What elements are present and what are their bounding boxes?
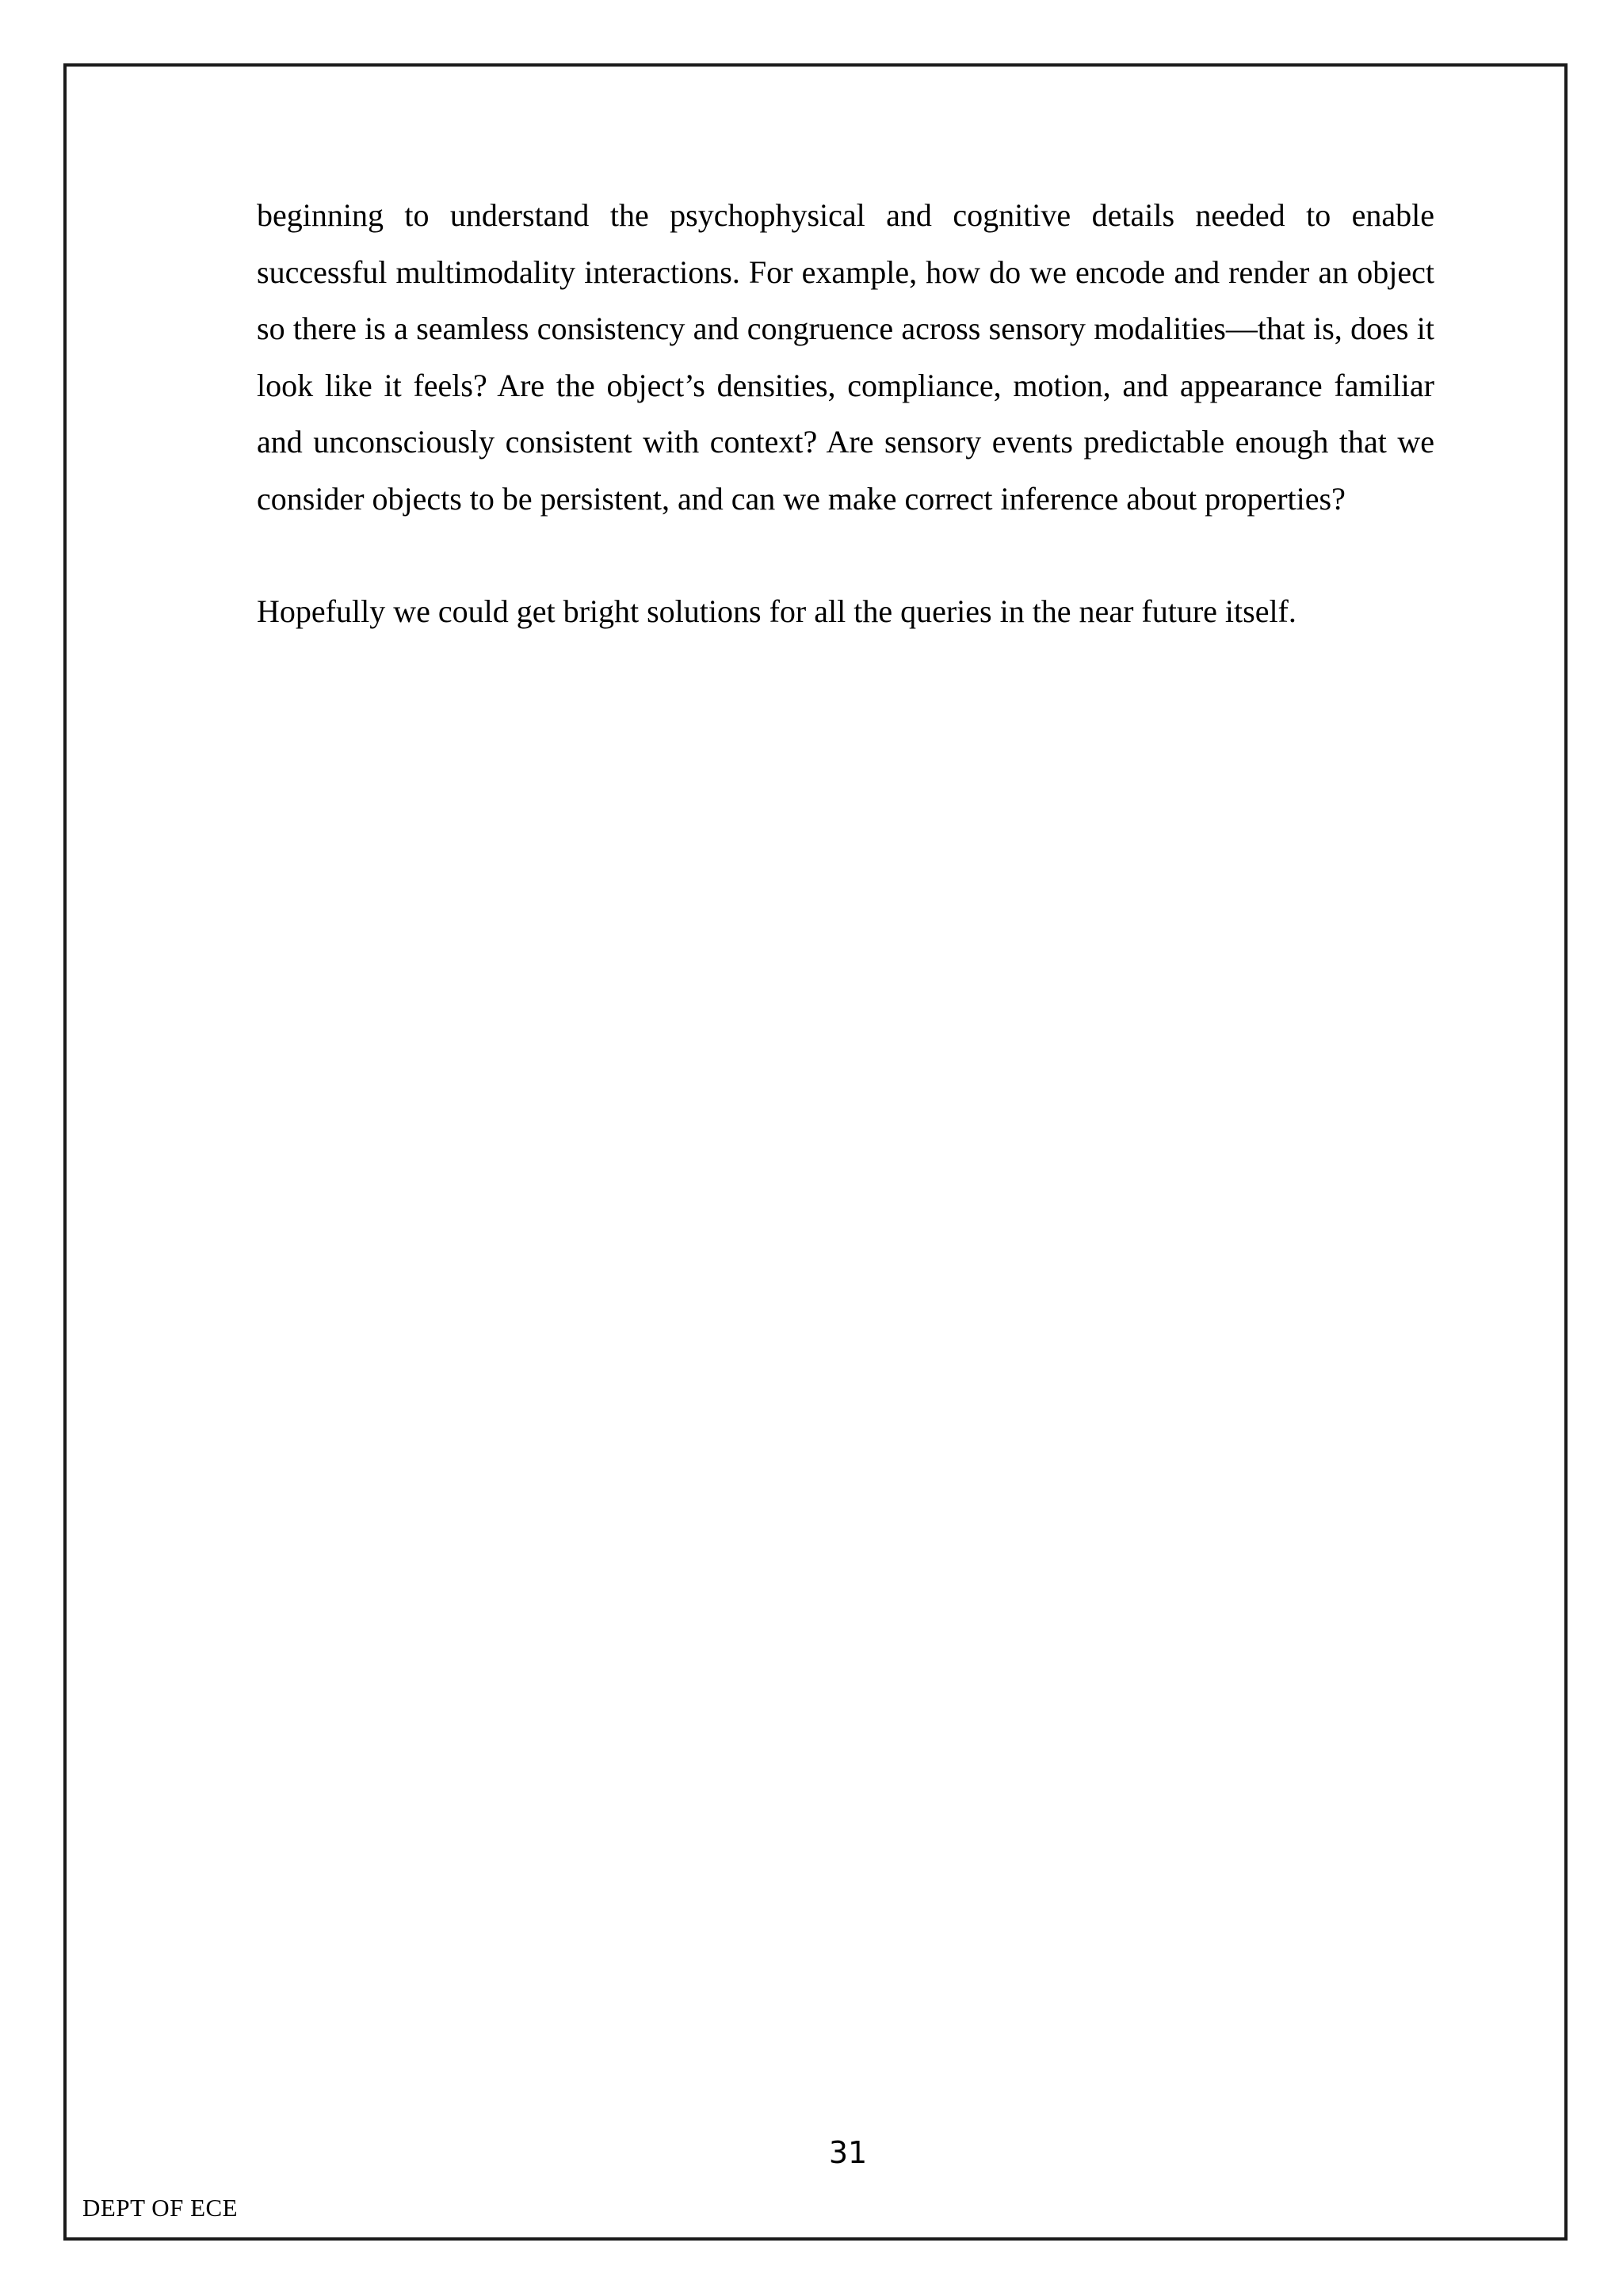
footer-department: DEPT OF ECE	[82, 2194, 239, 2222]
paragraph-gap	[257, 527, 1434, 583]
paragraph-1: beginning to understand the psychophysical and cognitive details needed to enable successful multimodality interactions. For example, how do we encode and render an object so there is a seamless consistency and congruence across sensory modalities—that is, does it look like it feels? Are the object’s densities, compliance, motion, and appearance familiar and unconsciously consistent with context? Are sensory events predictable enough that we consider objects to be persistent, and can we make correct inference about properties?	[257, 197, 1434, 517]
paragraph-2: Hopefully we could get bright solutions for all the queries in the near future itself.	[257, 593, 1296, 629]
page-number: 31	[828, 2135, 868, 2170]
body-text	[257, 187, 1434, 640]
